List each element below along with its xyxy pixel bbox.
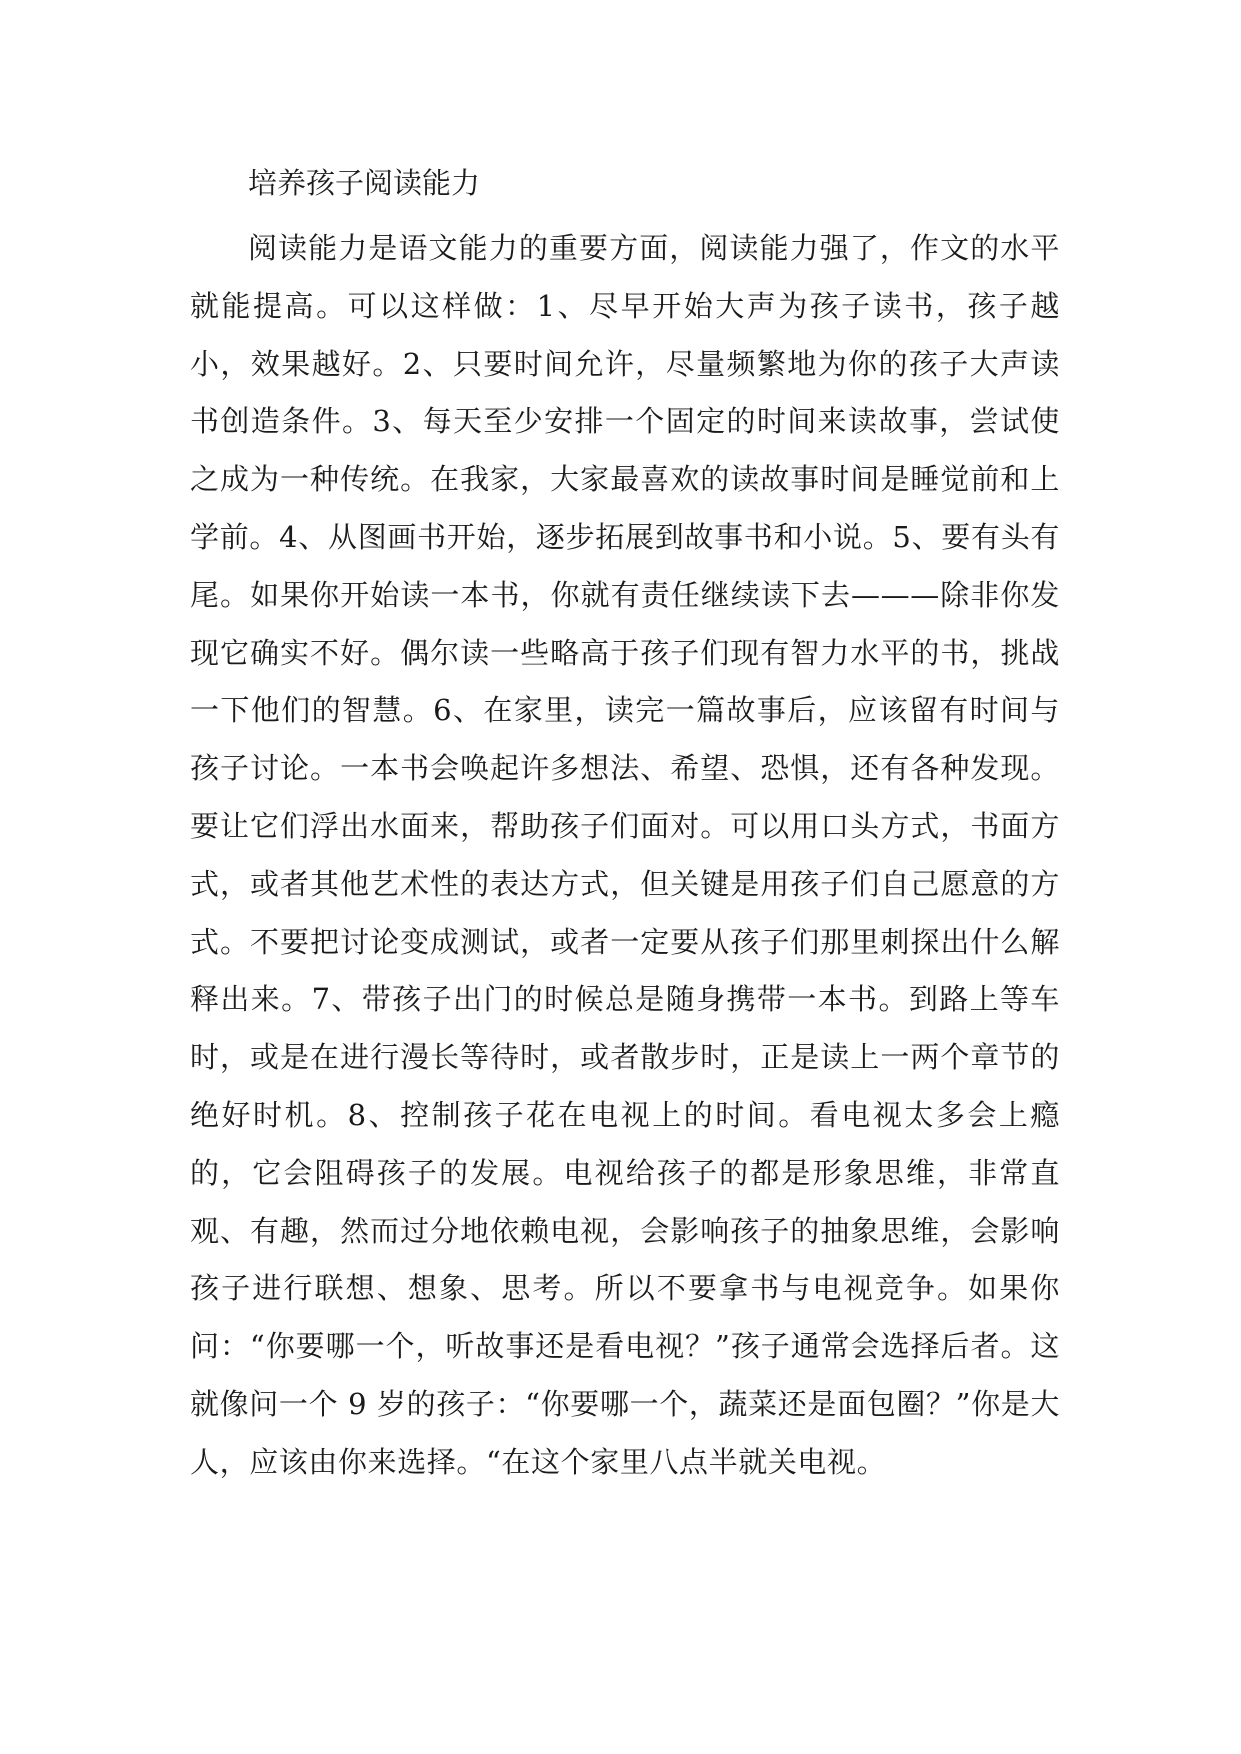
document-title: 培养孩子阅读能力 <box>248 166 481 200</box>
body-paragraph: 阅读能力是语文能力的重要方面，阅读能力强了，作文的水平就能提高。可以这样做：1、尽早开始大声为孩子读书，孩子越小，效果越好。2、只要时间允许，尽量频繁地为你的孩子大声读书创造条件。3、每天至少安排一个固定的时间来读故事，尝试使之成为一种传统。在我家，大家最喜欢的读故事时间是睡觉前和上学前。4、从图画书开始，逐步拓展到故事书和小说。5、要有头有尾。如果你开始读一本书，你就有责任继续读下去———除非你发现它确实不好。偶尔读一些略高于孩子们现有智力水平的书，挑战一下他们的智慧。6、在家里，读完一篇故事后，应该留有时间与孩子讨论。一本书会唤起许多想法、希望、恐惧，还有各种发现。要让它们浮出水面来，帮助孩子们面对。可以用口头方式，书面方式，或者其他艺术性的表达方式，但关键是用孩子们自己愿意的方式。不要把讨论变成测试，或者一定要从孩子们那里刺探出什么解释出来。7、带孩子出门的时候总是随身携带一本书。到路上等车时，或是在进行漫长等待时，或者散步时，正是读上一两个章节的绝好时机。8、控制孩子花在电视上的时间。看电视太多会上瘾的，它会阻碍孩子的发展。电视给孩子的都是形象思维，非常直观、有趣，然而过分地依赖电视，会影响孩子的抽象思维，会影响孩子进行联想、想象、思考。所以不要拿书与电视竞争。如果你问：“你要哪一个，听故事还是看电视？”孩子通常会选择后者。这就像问一个 9 岁的孩子：“你要哪一个，蔬菜还是面包圈？”你是大人，应该由你来选择。“在这个家里八点半就关电视。 <box>190 231 1060 1479</box>
document-content <box>190 158 1060 1492</box>
